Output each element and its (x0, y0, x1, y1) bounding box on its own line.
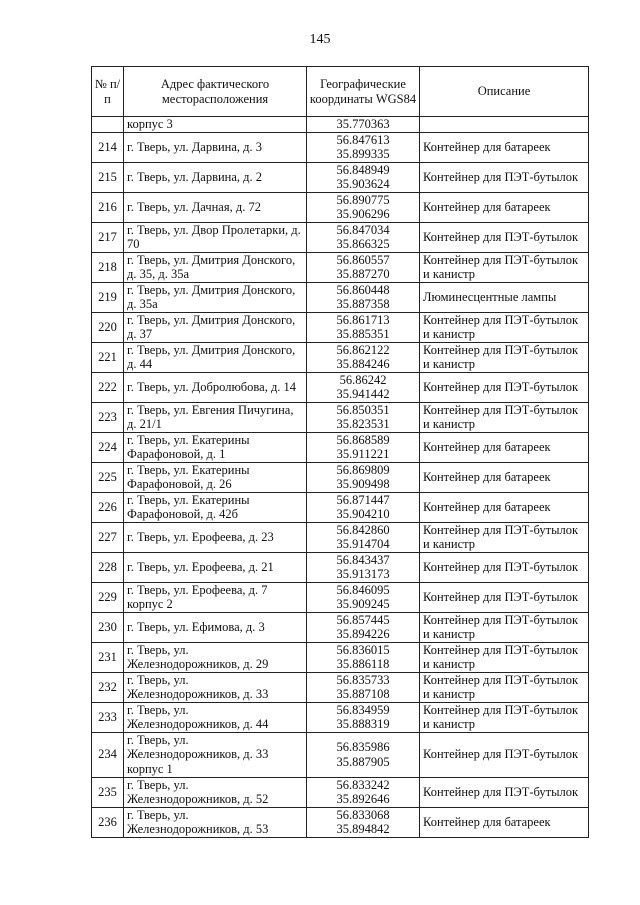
cell-coords (307, 432, 420, 462)
cell-coords (307, 222, 420, 252)
cell-address: г. Тверь, ул. Екатерины Фарафоновой, д. 26 (124, 462, 307, 492)
latitude: 56.86242 (339, 372, 387, 387)
cell-address: г. Тверь, ул. Дарвина, д. 2 (124, 162, 307, 192)
cell-coords (307, 342, 420, 372)
cell-description: Контейнер для ПЭТ-бутылок (420, 162, 589, 192)
collection-points-table (91, 66, 589, 838)
latitude: 56.834959 (336, 702, 390, 717)
cell-description: Контейнер для ПЭТ-бутылок и канистр (420, 252, 589, 282)
cell-address: г. Тверь, ул. Дмитрия Донского, д. 44 (124, 342, 307, 372)
cell-address: г. Тверь, ул. Евгения Пичугина, д. 21/1 (124, 402, 307, 432)
cell-coords (307, 252, 420, 282)
cell-description: Люминесцентные лампы (420, 282, 589, 312)
cell-address: г. Тверь, ул. Двор Пролетарки, д. 70 (124, 222, 307, 252)
longitude: 35.887358 (336, 297, 390, 311)
table-row (92, 312, 589, 342)
latitude: 56.871447 (336, 492, 390, 507)
cell-coords (307, 522, 420, 552)
latitude: 56.862122 (336, 342, 390, 357)
table-row (92, 492, 589, 522)
longitude: 35.906296 (336, 207, 390, 221)
cell-num: 229 (92, 582, 124, 612)
longitude: 35.885351 (336, 327, 390, 341)
cell-description: Контейнер для ПЭТ-бутылок и канистр (420, 402, 589, 432)
cell-num: 222 (92, 372, 124, 402)
cell-address: г. Тверь, ул. Железнодорожников, д. 44 (124, 702, 307, 732)
cell-num: 226 (92, 492, 124, 522)
cell-num: 223 (92, 402, 124, 432)
longitude: 35.914704 (336, 537, 390, 551)
cell-address: г. Тверь, ул. Ерофеева, д. 7 корпус 2 (124, 582, 307, 612)
longitude: 35.866325 (336, 237, 390, 251)
longitude: 35.899335 (336, 147, 390, 161)
table-row (92, 222, 589, 252)
cell-address: г. Тверь, ул. Дмитрия Донского, д. 37 (124, 312, 307, 342)
cell-address: г. Тверь, ул. Железнодорожников, д. 33 корпус 1 (124, 732, 307, 777)
table-row (92, 432, 589, 462)
longitude: 35.894842 (336, 822, 390, 836)
cell-num: 233 (92, 702, 124, 732)
table-row (92, 777, 589, 807)
table-row (92, 582, 589, 612)
table-row (92, 342, 589, 372)
cell-num: 214 (92, 132, 124, 162)
cell-num: 217 (92, 222, 124, 252)
cell-num: 236 (92, 807, 124, 837)
longitude: 35.823531 (336, 417, 390, 431)
page-number: 145 (309, 32, 331, 47)
cell-num: 230 (92, 612, 124, 642)
latitude: 56.836015 (336, 642, 390, 657)
cell-description: Контейнер для ПЭТ-бутылок и канистр (420, 642, 589, 672)
longitude: 35.892646 (336, 792, 390, 806)
cell-num: 224 (92, 432, 124, 462)
cell-coords (307, 732, 420, 777)
cell-coords (307, 162, 420, 192)
cell-description: Контейнер для ПЭТ-бутылок и канистр (420, 342, 589, 372)
table-row (92, 732, 589, 777)
cell-num: 228 (92, 552, 124, 582)
latitude: 56.868589 (336, 432, 390, 447)
latitude: 56.835986 (336, 740, 390, 754)
cell-address: г. Тверь, ул. Дмитрия Донского, д. 35, д. 35а (124, 252, 307, 282)
cell-address: г. Тверь, ул. Ерофеева, д. 21 (124, 552, 307, 582)
cell-coords (307, 402, 420, 432)
latitude: 56.861713 (336, 312, 390, 327)
latitude: 56.842860 (336, 522, 390, 537)
cell-description: Контейнер для ПЭТ-бутылок и канистр (420, 522, 589, 552)
cell-coords (307, 612, 420, 642)
table-row (92, 612, 589, 642)
table-row (92, 702, 589, 732)
latitude: 56.847034 (336, 222, 390, 237)
cell-description: Контейнер для батареек (420, 192, 589, 222)
cell-coords (307, 312, 420, 342)
header-coords: Географические координаты WGS84 (307, 67, 420, 117)
cell-num: 235 (92, 777, 124, 807)
cell-address: г. Тверь, ул. Ефимова, д. 3 (124, 612, 307, 642)
header-address: Адрес фактического месторасположения (124, 67, 307, 117)
cell-num: 219 (92, 282, 124, 312)
cell-num: 227 (92, 522, 124, 552)
cell-num (92, 117, 124, 133)
header-num: № п/п (92, 67, 124, 117)
longitude: 35.909245 (336, 597, 390, 611)
latitude: 56.833242 (336, 777, 390, 792)
cell-address: г. Тверь, ул. Дмитрия Донского, д. 35а (124, 282, 307, 312)
cell-coords (307, 492, 420, 522)
table-row (92, 642, 589, 672)
cell-coords (307, 702, 420, 732)
latitude: 56.850351 (336, 402, 390, 417)
cell-coords (307, 552, 420, 582)
longitude: 35.887108 (336, 687, 390, 701)
longitude: 35.911221 (336, 447, 390, 461)
latitude: 56.857445 (336, 612, 390, 627)
cell-address: г. Тверь, ул. Екатерины Фарафоновой, д. 42б (124, 492, 307, 522)
cell-description: Контейнер для батареек (420, 492, 589, 522)
cell-address: г. Тверь, ул. Железнодорожников, д. 33 (124, 672, 307, 702)
cell-description: Контейнер для батареек (420, 462, 589, 492)
latitude: 56.890775 (336, 192, 390, 207)
cell-num: 221 (92, 342, 124, 372)
cell-coords (307, 192, 420, 222)
cell-description: Контейнер для ПЭТ-бутылок (420, 552, 589, 582)
cell-address: г. Тверь, ул. Ерофеева, д. 23 (124, 522, 307, 552)
table-row (92, 402, 589, 432)
cell-coords (307, 132, 420, 162)
table-row (92, 672, 589, 702)
table-row (92, 282, 589, 312)
latitude: 56.835733 (336, 672, 390, 687)
cell-coords (307, 642, 420, 672)
cell-num: 234 (92, 732, 124, 777)
cell-description: Контейнер для ПЭТ-бутылок и канистр (420, 312, 589, 342)
cell-address: г. Тверь, ул. Железнодорожников, д. 29 (124, 642, 307, 672)
cell-description: Контейнер для ПЭТ-бутылок (420, 732, 589, 777)
latitude: 56.847613 (336, 132, 390, 147)
table-row (92, 132, 589, 162)
table-row (92, 552, 589, 582)
table-row (92, 372, 589, 402)
table-body (92, 117, 589, 838)
cell-description: Контейнер для ПЭТ-бутылок и канистр (420, 612, 589, 642)
cell-coords (307, 582, 420, 612)
cell-description: Контейнер для батареек (420, 132, 589, 162)
cell-address: г. Тверь, ул. Железнодорожников, д. 52 (124, 777, 307, 807)
cell-description (420, 117, 589, 133)
cell-coords (307, 462, 420, 492)
cell-description: Контейнер для ПЭТ-бутылок (420, 372, 589, 402)
cell-num: 231 (92, 642, 124, 672)
longitude: 35.887270 (336, 267, 390, 281)
cell-num: 218 (92, 252, 124, 282)
longitude: 35.894226 (336, 627, 390, 641)
cell-coords (307, 807, 420, 837)
latitude: 56.843437 (336, 552, 390, 567)
cell-address: г. Тверь, ул. Железнодорожников, д. 53 (124, 807, 307, 837)
table-row (92, 192, 589, 222)
cell-address: корпус 3 (124, 117, 307, 133)
longitude: 35.903624 (336, 177, 390, 191)
cell-address: г. Тверь, ул. Дарвина, д. 3 (124, 132, 307, 162)
latitude: 56.860557 (336, 252, 390, 267)
longitude: 35.909498 (336, 477, 390, 491)
longitude: 35.941442 (336, 387, 390, 401)
cell-address: г. Тверь, ул. Екатерины Фарафоновой, д. 1 (124, 432, 307, 462)
cell-description: Контейнер для батареек (420, 432, 589, 462)
table-row (92, 807, 589, 837)
latitude: 56.869809 (336, 462, 390, 477)
cell-coords (307, 777, 420, 807)
cell-num: 225 (92, 462, 124, 492)
cell-num: 215 (92, 162, 124, 192)
cell-num: 232 (92, 672, 124, 702)
header-description: Описание (420, 67, 589, 117)
cell-coords: 35.770363 (307, 117, 420, 133)
latitude: 56.848949 (336, 162, 390, 177)
longitude: 35.904210 (336, 507, 390, 521)
table-row (92, 462, 589, 492)
longitude: 35.888319 (336, 717, 390, 731)
longitude: 35.886118 (336, 657, 390, 671)
latitude: 56.833068 (336, 807, 390, 822)
cell-coords (307, 672, 420, 702)
cell-description: Контейнер для ПЭТ-бутылок (420, 582, 589, 612)
cell-coords (307, 282, 420, 312)
cell-num: 216 (92, 192, 124, 222)
latitude: 56.846095 (336, 582, 390, 597)
cell-address: г. Тверь, ул. Дачная, д. 72 (124, 192, 307, 222)
table-row (92, 162, 589, 192)
cell-description: Контейнер для батареек (420, 807, 589, 837)
cell-description: Контейнер для ПЭТ-бутылок и канистр (420, 672, 589, 702)
cell-num: 220 (92, 312, 124, 342)
cell-address: г. Тверь, ул. Добролюбова, д. 14 (124, 372, 307, 402)
table-header-row (92, 67, 589, 117)
cell-description: Контейнер для ПЭТ-бутылок (420, 777, 589, 807)
longitude: 35.884246 (336, 357, 390, 371)
longitude: 35.887905 (336, 754, 390, 769)
table-row (92, 522, 589, 552)
table-row-continuation (92, 117, 589, 133)
latitude: 56.860448 (336, 282, 390, 297)
table-row (92, 252, 589, 282)
longitude: 35.913173 (336, 567, 390, 581)
cell-description: Контейнер для ПЭТ-бутылок и канистр (420, 702, 589, 732)
cell-description: Контейнер для ПЭТ-бутылок (420, 222, 589, 252)
cell-coords (307, 372, 420, 402)
